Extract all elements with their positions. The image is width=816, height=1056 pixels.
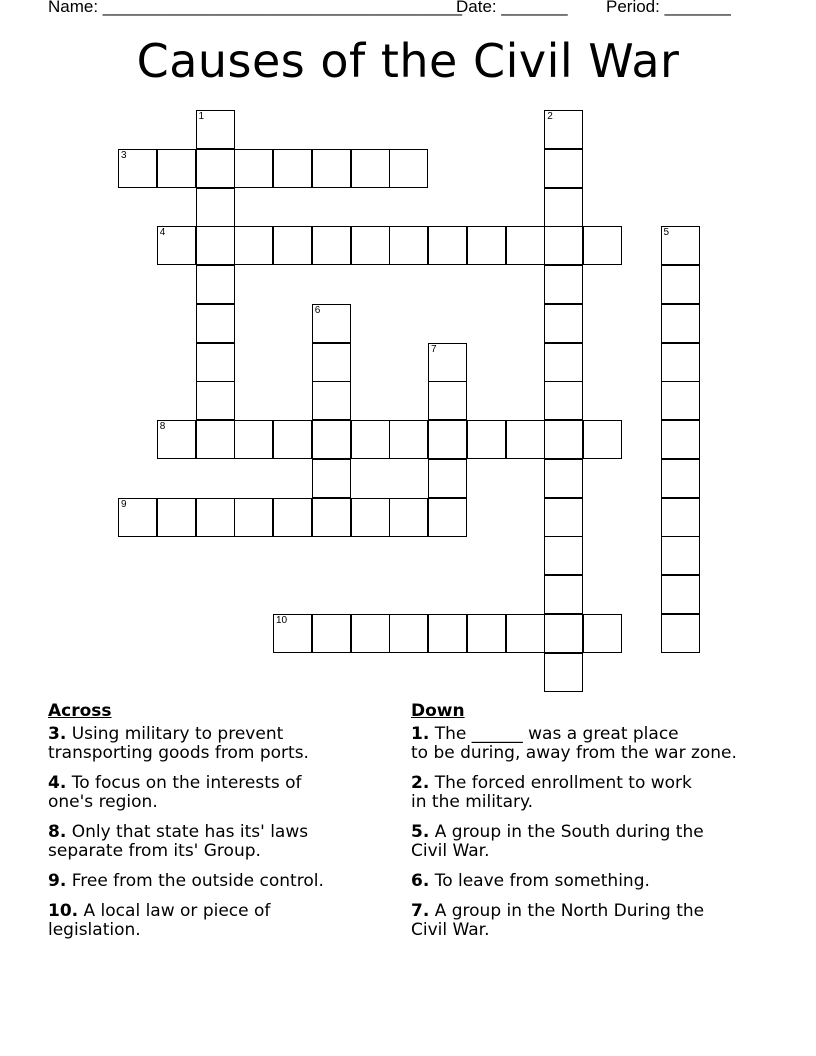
grid-cell[interactable]: [467, 420, 506, 459]
grid-cell[interactable]: [661, 459, 700, 498]
page-title: Causes of the Civil War: [136, 34, 680, 88]
grid-cell[interactable]: [583, 614, 622, 653]
grid-cell[interactable]: [544, 188, 583, 227]
grid-cell[interactable]: [157, 420, 196, 459]
down-clue-2: [411, 774, 811, 812]
clue-text: A group in the South during the Civil War.: [411, 822, 704, 861]
grid-cell[interactable]: [661, 304, 700, 343]
grid-cell[interactable]: [544, 304, 583, 343]
clue-number: 1: [198, 111, 205, 122]
grid-cell[interactable]: [428, 498, 467, 537]
grid-cell[interactable]: [428, 614, 467, 653]
clue-text: A local law or piece of legislation.: [48, 901, 271, 940]
name-field[interactable]: Name: ______________________________________: [48, 0, 463, 16]
clue-number: 2: [547, 111, 553, 122]
clue-number: 4: [159, 227, 166, 239]
grid-cell[interactable]: [196, 381, 235, 420]
grid-cell[interactable]: [661, 498, 700, 537]
grid-cell[interactable]: [351, 226, 390, 265]
grid-cell[interactable]: [273, 614, 312, 653]
across-clues: [48, 702, 398, 951]
grid-cell[interactable]: [506, 420, 545, 459]
grid-cell[interactable]: [118, 498, 157, 537]
grid-cell[interactable]: [544, 226, 583, 265]
grid-cell[interactable]: [467, 226, 506, 265]
grid-cell[interactable]: [312, 381, 351, 420]
grid-cell[interactable]: [544, 343, 583, 382]
grid-cell[interactable]: [583, 420, 622, 459]
down-clues: [411, 702, 811, 951]
grid-cell[interactable]: [157, 226, 196, 265]
down-clue-6: [411, 872, 811, 891]
grid-cell[interactable]: [157, 149, 196, 188]
clue-text: A group in the North During the Civil War.: [411, 901, 705, 940]
grid-cell[interactable]: [544, 420, 583, 459]
grid-cell[interactable]: [312, 459, 351, 498]
grid-cell[interactable]: [389, 226, 428, 265]
period-field[interactable]: Period: _______: [606, 0, 731, 16]
grid-cell[interactable]: [506, 226, 545, 265]
grid-cell[interactable]: [234, 149, 273, 188]
down-clue-7: [411, 902, 811, 940]
clue-number: 2.: [411, 773, 430, 793]
grid-cell[interactable]: [196, 149, 235, 188]
across-clue-3: [48, 725, 398, 763]
grid-cell[interactable]: [506, 614, 545, 653]
grid-cell[interactable]: [661, 614, 700, 653]
grid-cell[interactable]: [661, 575, 700, 614]
grid-cell[interactable]: [312, 226, 351, 265]
grid-cell[interactable]: [428, 459, 467, 498]
clue-number: 1.: [411, 724, 430, 744]
grid-cell[interactable]: [583, 226, 622, 265]
grid-cell[interactable]: [351, 498, 390, 537]
grid-cell[interactable]: [273, 498, 312, 537]
clue-number: 6: [314, 304, 321, 316]
clue-number: 3: [121, 149, 127, 161]
grid-cell[interactable]: [196, 343, 235, 382]
clue-number: 7: [431, 343, 437, 355]
clue-number: 10: [276, 614, 288, 626]
grid-cell[interactable]: [389, 149, 428, 188]
grid-cell[interactable]: [544, 498, 583, 537]
grid-cell[interactable]: [389, 614, 428, 653]
across-clue-8: [48, 823, 398, 861]
grid-cell[interactable]: [661, 343, 700, 382]
grid-cell[interactable]: [196, 188, 235, 227]
clue-number: 8: [159, 421, 166, 432]
across-heading: Across: [48, 701, 112, 721]
grid-cell[interactable]: [351, 614, 390, 653]
grid-cell[interactable]: [544, 381, 583, 420]
grid-cell[interactable]: [351, 149, 390, 188]
grid-cell[interactable]: [544, 614, 583, 653]
grid-cell[interactable]: [118, 149, 157, 188]
grid-cell[interactable]: [351, 420, 390, 459]
clue-number: 6.: [411, 871, 430, 891]
grid-cell[interactable]: [389, 498, 428, 537]
grid-cell[interactable]: [273, 149, 312, 188]
grid-cell[interactable]: [196, 265, 235, 304]
date-field[interactable]: Date: _______: [456, 0, 568, 16]
grid-cell[interactable]: [234, 226, 273, 265]
grid-cell[interactable]: [544, 575, 583, 614]
clue-number: 9.: [48, 871, 67, 891]
grid-cell[interactable]: [196, 304, 235, 343]
clue-number: 10.: [48, 901, 79, 921]
clue-text: To focus on the interests of one's region.: [48, 773, 302, 812]
grid-cell[interactable]: [273, 226, 312, 265]
across-clue-4: [48, 774, 398, 812]
grid-cell[interactable]: [312, 149, 351, 188]
clue-text: To leave from something.: [429, 871, 650, 891]
across-clue-9: [48, 872, 398, 891]
down-clue-1: [411, 725, 811, 763]
grid-cell[interactable]: [389, 420, 428, 459]
down-heading: Down: [411, 701, 465, 721]
grid-cell[interactable]: [234, 498, 273, 537]
clue-number: 5.: [411, 822, 430, 842]
clue-text: Only that state has its' laws separate from its' Group.: [48, 822, 309, 861]
grid-cell[interactable]: [312, 614, 351, 653]
grid-cell[interactable]: [467, 614, 506, 653]
grid-cell[interactable]: [312, 420, 351, 459]
grid-cell[interactable]: [312, 343, 351, 382]
clue-number: 8.: [48, 822, 67, 842]
grid-cell[interactable]: [273, 420, 312, 459]
grid-cell[interactable]: [544, 149, 583, 188]
grid-cell[interactable]: [312, 304, 351, 343]
grid-cell[interactable]: [196, 110, 235, 149]
grid-cell[interactable]: [544, 265, 583, 304]
grid-cell[interactable]: [428, 343, 467, 382]
grid-cell[interactable]: [428, 381, 467, 420]
grid-cell[interactable]: [157, 498, 196, 537]
grid-cell[interactable]: [544, 536, 583, 575]
grid-cell[interactable]: [234, 420, 273, 459]
grid-cell[interactable]: [196, 498, 235, 537]
grid-cell[interactable]: [428, 420, 467, 459]
grid-cell[interactable]: [544, 459, 583, 498]
clue-number: 5: [663, 227, 670, 239]
across-clue-10: [48, 902, 398, 940]
grid-cell[interactable]: [196, 226, 235, 265]
clue-number: 4.: [48, 773, 67, 793]
grid-cell[interactable]: [661, 265, 700, 304]
grid-cell[interactable]: [196, 420, 235, 459]
clue-text: The ______ was a great place to be during, away from the war zone.: [411, 724, 737, 763]
clue-text: Using military to prevent transporting goods from ports.: [48, 724, 309, 763]
clue-number: 7.: [411, 901, 430, 921]
clue-text: Free from the outside control.: [66, 871, 324, 891]
grid-cell[interactable]: [312, 498, 351, 537]
grid-cell[interactable]: [661, 420, 700, 459]
clue-number: 9: [121, 498, 127, 510]
grid-cell[interactable]: [428, 226, 467, 265]
grid-cell[interactable]: [661, 226, 700, 265]
grid-cell[interactable]: [661, 536, 700, 575]
grid-cell[interactable]: [544, 653, 583, 692]
clue-number: 3.: [48, 724, 67, 744]
grid-cell[interactable]: [544, 110, 583, 149]
down-clue-5: [411, 823, 811, 861]
clue-text: The forced enrollment to work in the military.: [411, 773, 692, 812]
grid-cell[interactable]: [661, 381, 700, 420]
